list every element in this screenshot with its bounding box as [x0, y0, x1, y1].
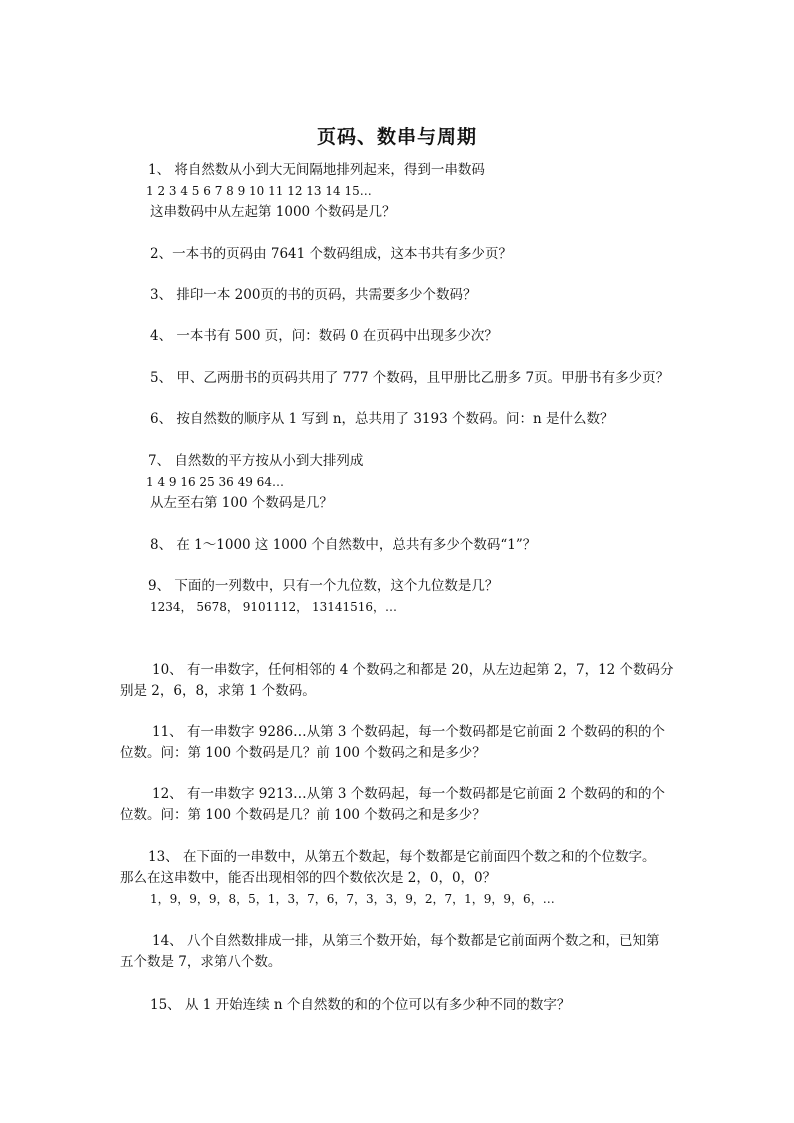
problem-8: 8、 在 1～1000 这 1000 个自然数中，总共有多少个数码“1”？ — [150, 537, 537, 553]
problem-6: 6、 按自然数的顺序从 1 写到 n，总共用了 3193 个数码。问：n 是什么数？ — [150, 411, 614, 427]
problem-11-line-1: 11、 有一串数字 9286…从第 3 个数码起，每一个数码都是它前面 2 个数码的积的个 — [152, 724, 665, 740]
problem-10-line-2: 别是 2，6，8，求第 1 个数码。 — [120, 683, 316, 699]
problem-3: 3、 排印一本 200页的书的页码，共需要多少个数码？ — [150, 287, 477, 303]
problem-7-ask: 从左至右第 100 个数码是几？ — [150, 495, 333, 511]
problem-1-question: 1、 将自然数从小到大无间隔地排列起来，得到一串数码 — [148, 162, 485, 178]
problem-11-line-2: 位数。问：第 100 个数码是几？前 100 个数码之和是多少？ — [120, 745, 486, 761]
page-title: 页码、数串与周期 — [316, 126, 477, 148]
problem-15: 15、 从 1 开始连续 n 个自然数的和的个位可以有多少种不同的数字？ — [150, 997, 571, 1013]
problem-1-ask: 这串数码中从左起第 1000 个数码是几？ — [150, 204, 396, 220]
problem-7-sequence: 1 4 9 16 25 36 49 64… — [146, 475, 284, 489]
problem-9-sequence: 1234， 5678， 9101112， 13141516，… — [150, 600, 398, 614]
problem-13-sequence: 1，9，9，9，8，5，1，3，7，6，7，3，3，9，2，7，1，9，9，6，… — [150, 892, 555, 906]
problem-7-question: 7、 自然数的平方按从小到大排列成 — [148, 453, 364, 469]
problem-14-line-1: 14、 八个自然数排成一排，从第三个数开始，每个数都是它前面两个数之和，已知第 — [152, 933, 660, 949]
problem-4: 4、 一本书有 500 页，问：数码 0 在页码中出现多少次？ — [150, 328, 498, 344]
problem-1-sequence: 1 2 3 4 5 6 7 8 9 10 11 12 13 14 15… — [146, 184, 372, 198]
problem-5: 5、 甲、乙两册书的页码共用了 777 个数码，且甲册比乙册多 7页。甲册书有多少页？ — [150, 370, 670, 386]
problem-10-line-1: 10、 有一串数字，任何相邻的 4 个数码之和都是 20，从左边起第 2，7，12 个数码分 — [152, 662, 674, 678]
problem-2: 2、一本书的页码由 7641 个数码组成，这本书共有多少页？ — [150, 246, 513, 262]
problem-13-line-2: 那么在这串数中，能否出现相邻的四个数依次是 2，0，0，0？ — [120, 870, 497, 886]
problem-12-line-1: 12、 有一串数字 9213…从第 3 个数码起，每一个数码都是它前面 2 个数码的和的个 — [152, 786, 665, 802]
problem-12-line-2: 位数。问：第 100 个数码是几？前 100 个数码之和是多少？ — [120, 807, 486, 823]
problem-13-line-1: 13、 在下面的一串数中，从第五个数起，每个数都是它前面四个数之和的个位数字。 — [148, 849, 656, 865]
problem-9-question: 9、 下面的一列数中，只有一个九位数，这个九位数是几？ — [148, 578, 499, 594]
problem-14-line-2: 五个数是 7，求第八个数。 — [120, 954, 282, 970]
